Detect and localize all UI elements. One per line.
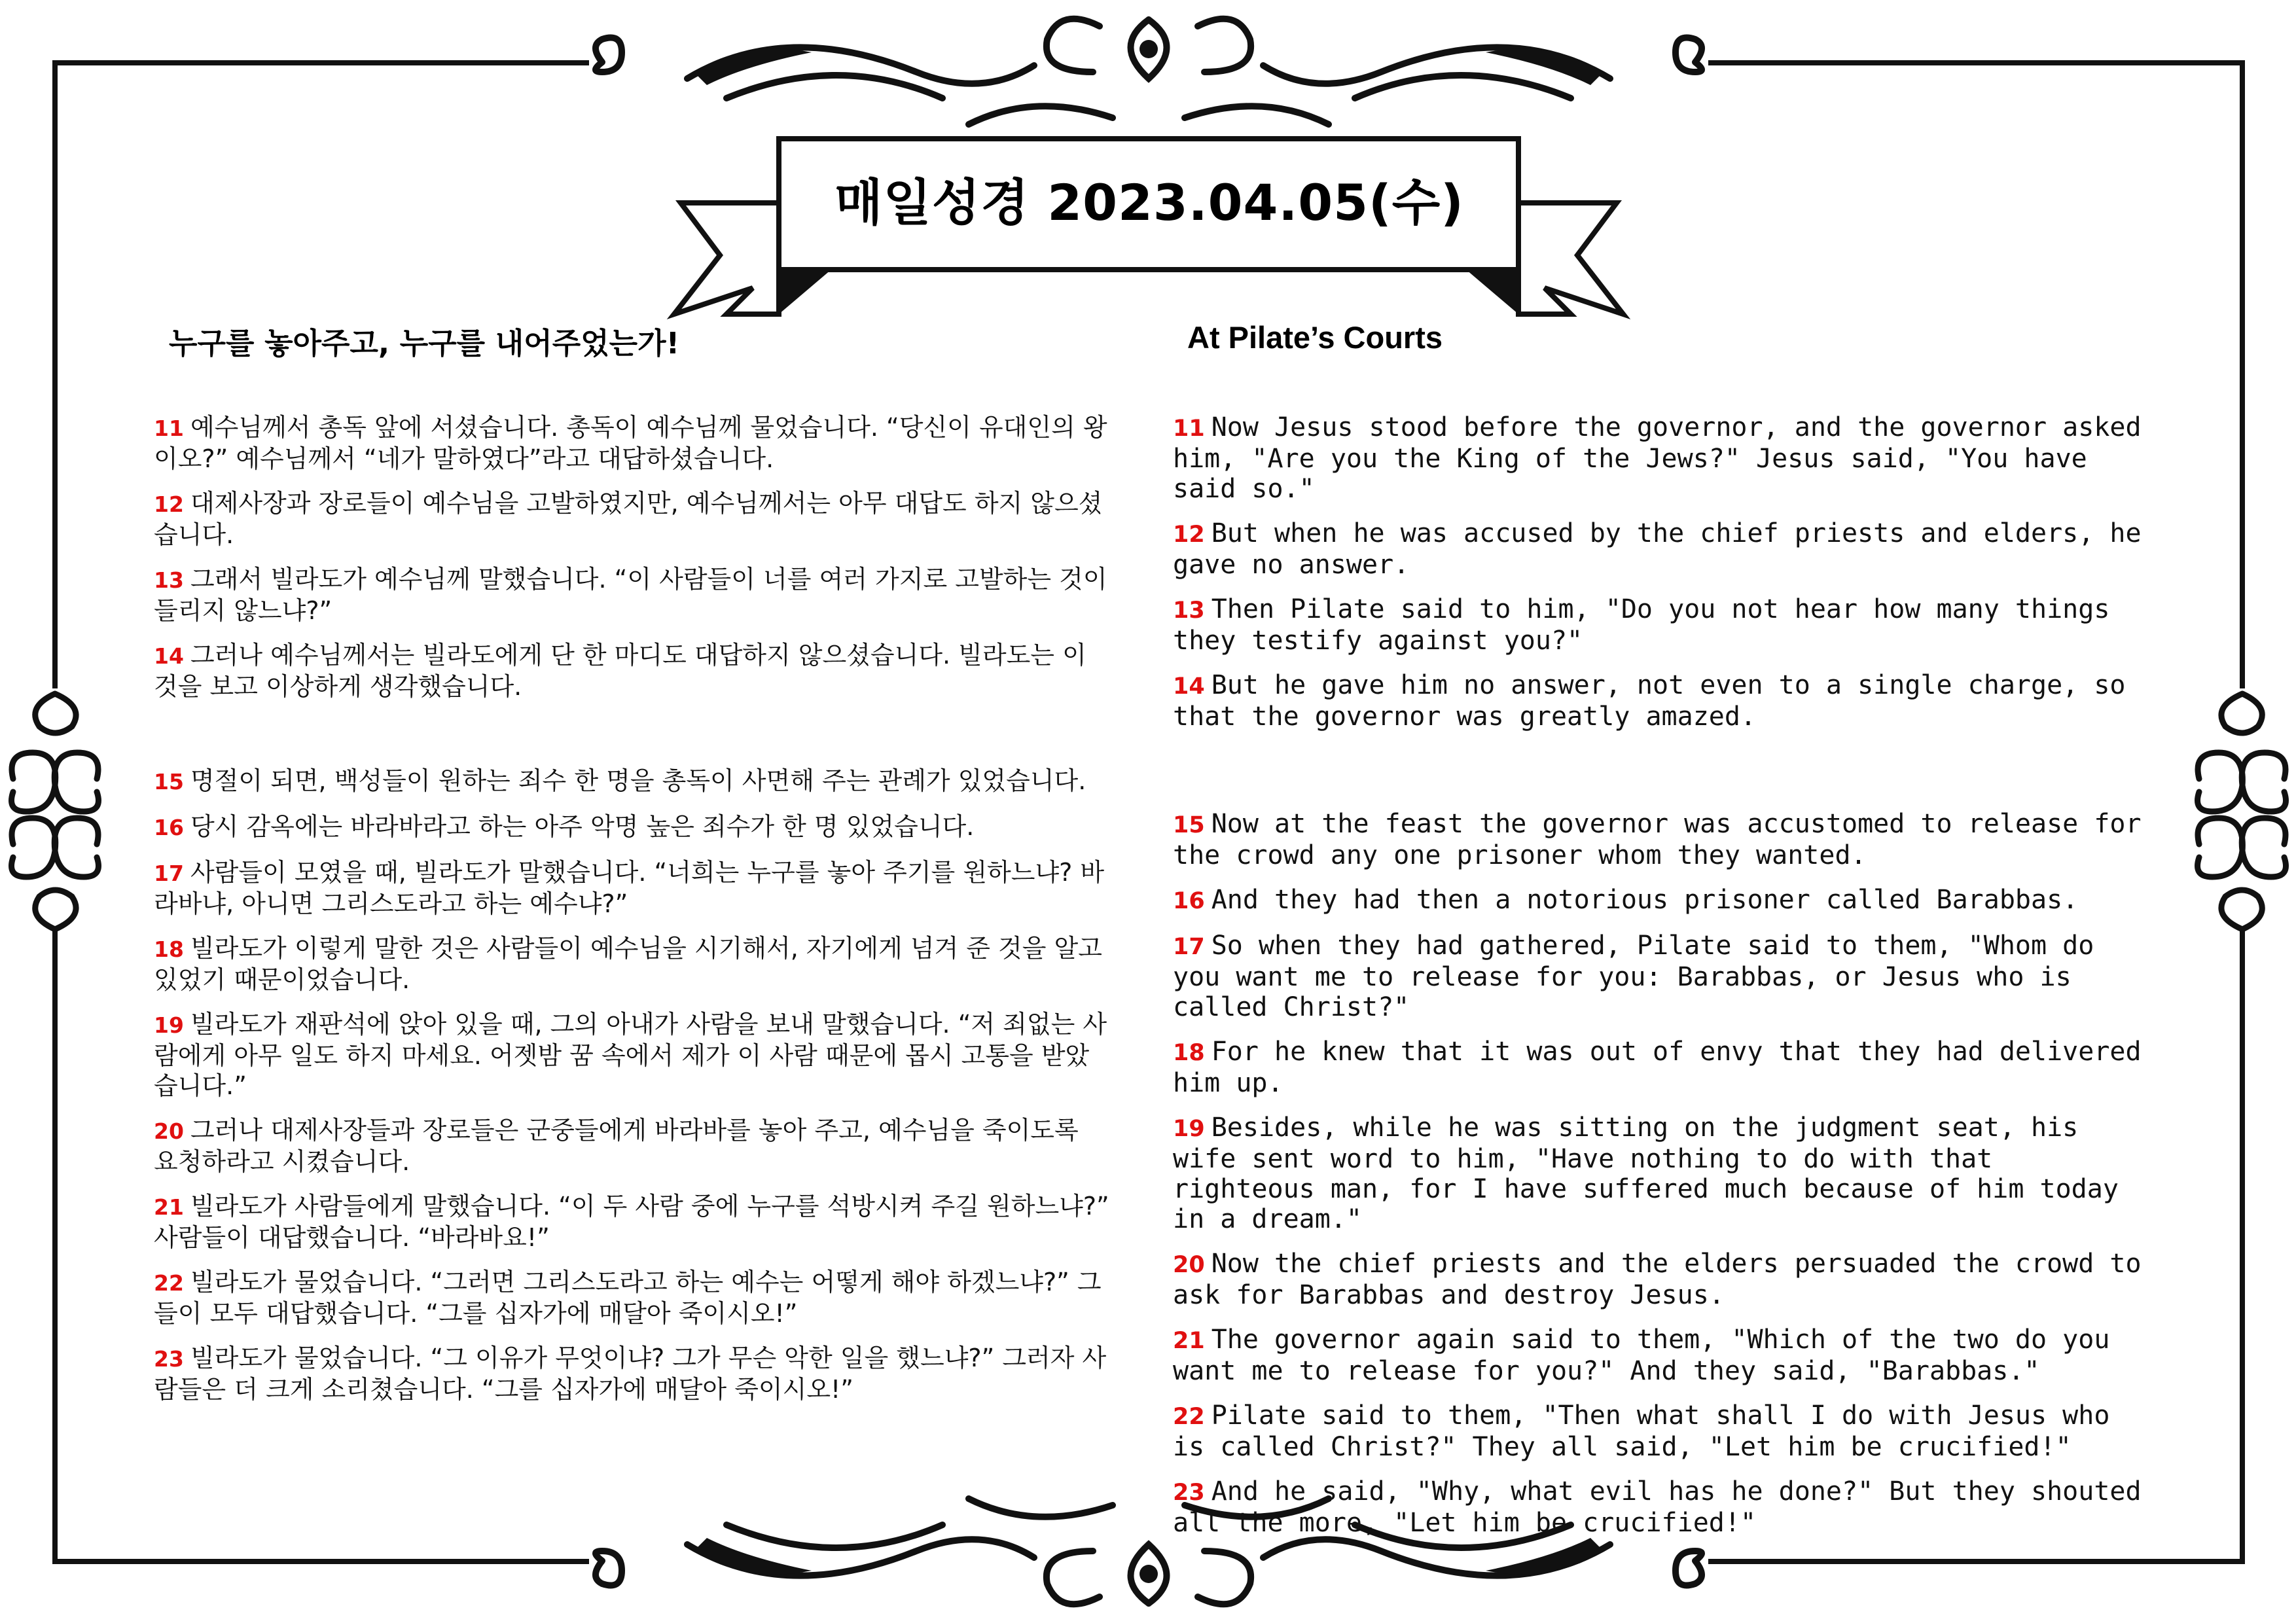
verse-number: 23 [1173,1480,1205,1506]
verse-item [1173,885,2142,916]
verse-text: For he knew that it was out of envy that they had delivered him up. [1173,1037,2142,1098]
verse-number: 12 [154,491,184,517]
verse-item [154,488,1109,550]
verse-item [154,857,1109,919]
right-side-ornament [2186,681,2296,942]
korean-section-heading: 누구를 놓아주고, 누구를 내어주었는가! [169,326,680,361]
verse-text: 명절이 되면, 백성들이 원하는 죄수 한 명을 총독이 사면해 주는 관례가 있었습니다. [190,766,1086,795]
verse-text: 예수님께서 총독 앞에 서셨습니다. 총독이 예수님께 물었습니다. “당신이 유대인의 왕이오?” 예수님께서 “네가 말하였다”라고 대답하셨습니다. [154,413,1107,473]
verse-number: 13 [1173,597,1205,624]
verse-text: 당시 감옥에는 바라바라고 하는 아주 악명 높은 죄수가 한 명 있었습니다. [190,812,975,841]
verse-item [1173,412,2142,504]
verse-item [1173,594,2142,656]
section-gap [1173,746,2142,809]
border-bottom-left [52,1559,589,1564]
verse-text: 그러나 예수님께서는 빌라도에게 단 한 마디도 대답하지 않으셨습니다. 빌라도는 이것을 보고 이상하게 생각했습니다. [154,641,1086,701]
verse-text: But when he was accused by the chief priests and elders, he gave no answer. [1173,518,2142,580]
verse-number: 16 [1173,888,1205,914]
verse-text: But he gave him no answer, not even to a single charge, so that the governor was greatly amazed. [1173,670,2126,732]
verse-text: 대제사장과 장로들이 예수님을 고발하였지만, 예수님께서는 아무 대답도 하지 않으셨습니다. [154,489,1103,549]
verse-text: 그러나 대제사장들과 장로들은 군중들에게 바라바를 놓아 주고, 예수님을 죽이도록 요청하라고 시켰습니다. [154,1116,1079,1176]
verse-text: So when they had gathered, Pilate said to them, "Whom do you want me to release for you: Barabbas, or Jesus who is called Christ?" [1173,931,2094,1022]
verse-text: 사람들이 모였을 때, 빌라도가 말했습니다. “너희는 누구를 놓아 주기를 원하느냐? 바라바냐, 아니면 그리스도라고 하는 예수냐?” [154,858,1105,918]
left-side-ornament [0,681,111,942]
verse-item [154,564,1109,626]
verse-text: 빌라도가 물었습니다. “그 이유가 무엇이냐? 그가 무슨 악한 일을 했느냐?” 그러자 사람들은 더 크게 소리쳤습니다. “그를 십자가에 매달아 죽이시오!” [154,1344,1107,1404]
verse-item [154,812,1109,843]
verse-number: 11 [1173,416,1205,442]
verse-number: 22 [154,1270,184,1296]
border-bottom-right [1708,1559,2245,1564]
verse-item [1173,931,2142,1022]
verse-text: 그래서 빌라도가 예수님께 말했습니다. “이 사람들이 너를 여러 가지로 고발하는 것이 들리지 않느냐?” [154,565,1107,625]
verse-number: 17 [1173,934,1205,960]
verse-item [1173,1249,2142,1310]
border-right-top [2240,60,2245,688]
verse-item [154,1191,1109,1253]
verse-text: And he said, "Why, what evil has he done?" But they shouted all the more, "Let him be crucified!" [1173,1476,2142,1538]
verse-text: Now Jesus stood before the governor, and the governor asked him, "Are you the King of the Jews?" Jesus said, "You have said so." [1173,412,2142,504]
verse-number: 18 [154,936,184,962]
page-title: 매일성경 2023.04.05(수) [834,173,1464,232]
verse-number: 11 [154,416,184,441]
verse-item [1173,1400,2142,1462]
verse-item [154,1115,1109,1177]
verse-text: The governor again said to them, "Which of the two do you want me to release for you?" And they said, "Barabbas." [1173,1325,2110,1386]
verse-item [1173,1037,2142,1098]
verse-number: 12 [1173,522,1205,548]
verse-number: 14 [154,643,184,669]
verse-item [154,933,1109,995]
border-left-top [52,60,58,688]
verse-text: Then Pilate said to him, "Do you not hear how many things they testify against you?" [1173,594,2110,656]
border-right-bottom [2240,929,2245,1564]
verse-text: 빌라도가 재판석에 앉아 있을 때, 그의 아내가 사람을 보내 말했습니다. “저 죄없는 사람에게 아무 일도 하지 마세요. 어젯밤 꿈 속에서 제가 이 사람 때문에 몹시 고통을 받았습니다.” [154,1010,1107,1100]
verse-number: 21 [154,1194,184,1220]
verse-item [154,766,1109,797]
verse-item [154,1343,1109,1404]
verse-number: 20 [1173,1252,1205,1278]
verse-text: And they had then a notorious prisoner called Barabbas. [1211,885,2079,915]
verse-item [1173,809,2142,870]
verse-text: 빌라도가 사람들에게 말했습니다. “이 두 사람 중에 누구를 석방시켜 주길 원하느냐?” 사람들이 대답했습니다. “바라바요!” [154,1192,1109,1252]
verse-number: 14 [1173,673,1205,700]
verse-number: 23 [154,1346,184,1372]
verse-text: Besides, while he was sitting on the judgment seat, his wife sent word to him, "Have nothing to do with that righteous man, for I have suffered much because of him today in a dream." [1173,1113,2119,1234]
verse-text: Now the chief priests and the elders persuaded the crowd to ask for Barabbas and destroy Jesus. [1173,1249,2142,1310]
verse-number: 20 [154,1118,184,1144]
verse-number: 21 [1173,1328,1205,1354]
border-left-bottom [52,929,58,1564]
verse-item [1173,518,2142,580]
korean-verses-column [154,412,1109,1419]
verse-text: Pilate said to them, "Then what shall I do with Jesus who is called Christ?" They all said, "Let him be crucified!" [1173,1400,2110,1462]
verse-item [1173,670,2142,732]
verse-item [1173,1476,2142,1538]
verse-text: Now at the feast the governor was accustomed to release for the crowd any one prisoner whom they wanted. [1173,809,2142,870]
verse-item [154,412,1109,474]
border-top-left [52,60,589,65]
verse-number: 19 [1173,1116,1205,1142]
verse-item [154,1009,1109,1101]
section-gap [154,716,1109,766]
verse-item [154,1267,1109,1329]
verse-number: 13 [154,567,184,593]
verse-number: 18 [1173,1040,1205,1066]
verse-item [154,640,1109,702]
verse-number: 15 [1173,812,1205,838]
top-flourish-ornament [576,0,1721,131]
verse-number: 17 [154,861,184,886]
verse-number: 15 [154,769,184,794]
verse-item [1173,1113,2142,1234]
english-section-heading: At Pilate’s Courts [1187,320,1443,355]
verse-text: 빌라도가 이렇게 말한 것은 사람들이 예수님을 시기해서, 자기에게 넘겨 준 것을 알고 있었기 때문이었습니다. [154,934,1102,994]
verse-item [1173,1325,2142,1386]
verse-text: 빌라도가 물었습니다. “그러면 그리스도라고 하는 예수는 어떻게 해야 하겠느냐?” 그들이 모두 대답했습니다. “그를 십자가에 매달아 죽이시오!” [154,1268,1102,1328]
verse-number: 16 [154,815,184,840]
verse-number: 22 [1173,1404,1205,1430]
border-top-right [1708,60,2245,65]
english-verses-column [1173,412,2142,1552]
verse-number: 19 [154,1012,184,1038]
